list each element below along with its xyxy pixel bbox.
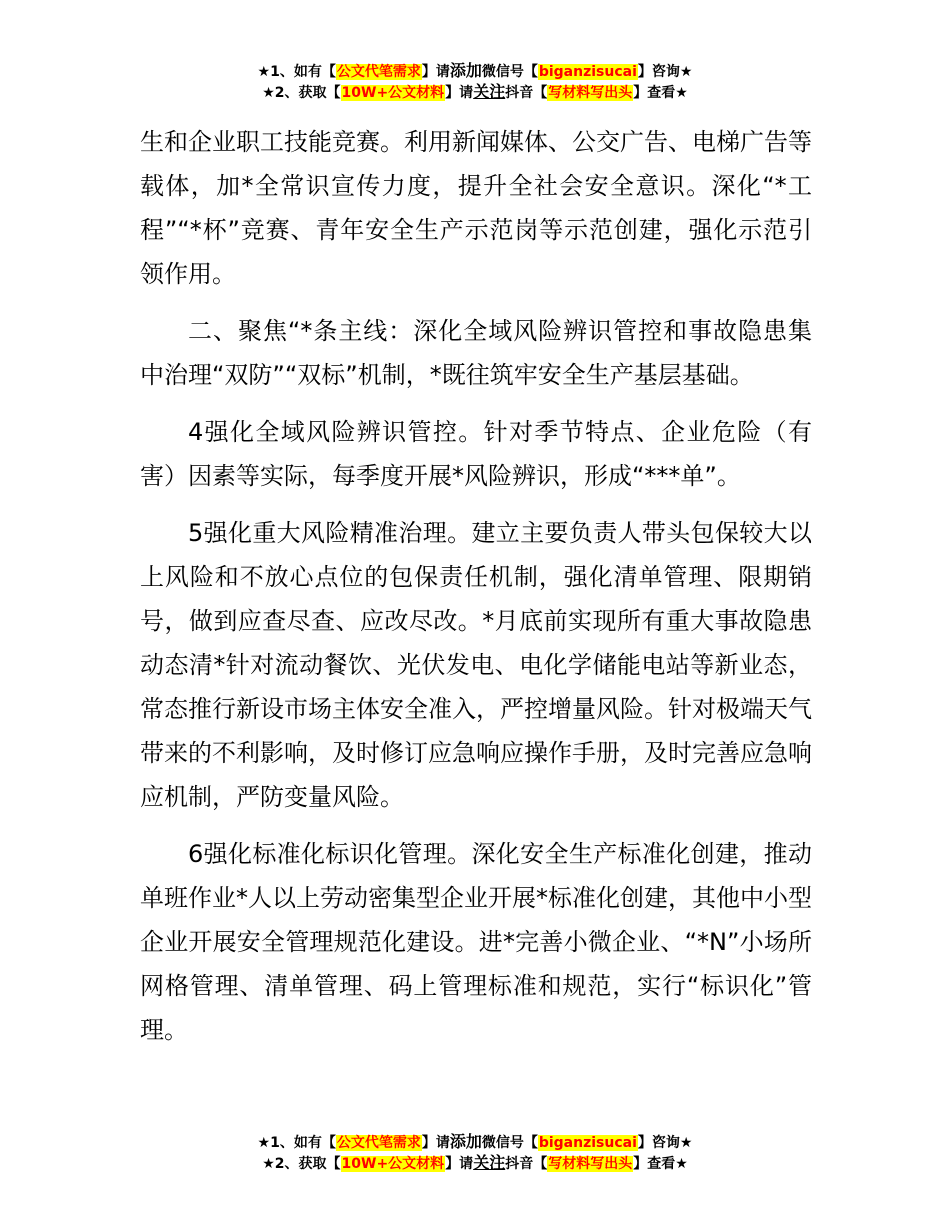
highlight-douyin-account: 写材料写出头	[548, 85, 633, 101]
paragraph-item-5: 5强化重大风险精准治理。建立主要负责人带头包保较大以上风险和不放心点位的包保责任机制，强化清单管理、限期销号，做到应查尽查、应改尽改。*月底前实现所有重大事故隐患动态清*针对流动餐饮、光伏发电、电化学储能电站等新业态，常态推行新设市场主体安全准入，严控增量风险。针对极端天气带来的不利影响，及时修订应急响应操作手册，及时完善应急响应机制，严防变量风险。	[140, 519, 812, 811]
highlight-materials: 10W+公文材料	[341, 85, 445, 101]
section-heading-two: 二、聚焦“*条主线：深化全域风险辨识管控和事故隐患集中治理“双防”“双标”机制，*既往筑牢安全生产基层基础。	[140, 317, 812, 389]
banner-line-1: ★1、如有【公文代笔需求】请添加微信号【biganzisucai】咨询★	[257, 61, 693, 80]
highlight-service: 公文代笔需求	[336, 64, 421, 80]
highlight-service: 公文代笔需求	[336, 1135, 421, 1151]
paragraph-item-6: 6强化标准化标识化管理。深化安全生产标准化创建，推动单班作业*人以上劳动密集型企业开展*标准化创建，其他中小型企业开展安全管理规范化建设。进*完善小微企业、“*N”小场所网格管理、清单管理、码上管理标准和规范，实行“标识化”管理。	[140, 840, 812, 1044]
highlight-wechat-id: biganzisucai	[538, 64, 637, 80]
footer-banner	[0, 1131, 950, 1173]
highlight-materials: 10W+公文材料	[341, 1156, 445, 1172]
highlight-wechat-id: biganzisucai	[538, 1135, 637, 1151]
banner-line-2: ★2、获取【10W+公文材料】请关注抖音【写材料写出头】查看★	[262, 1153, 688, 1172]
banner-line-1: ★1、如有【公文代笔需求】请添加微信号【biganzisucai】咨询★	[257, 1132, 693, 1151]
header-banner	[0, 60, 950, 102]
banner-line-2: ★2、获取【10W+公文材料】请关注抖音【写材料写出头】查看★	[262, 82, 688, 101]
paragraph-item-4: 4强化全域风险辨识管控。针对季节特点、企业危险（有害）因素等实际，每季度开展*风险辨识，形成“***单”。	[140, 418, 812, 490]
highlight-douyin-account: 写材料写出头	[548, 1156, 633, 1172]
document-body	[140, 120, 812, 1065]
paragraph-continuation: 生和企业职工技能竞赛。利用新闻媒体、公交广告、电梯广告等载体，加*全常识宣传力度，提升全社会安全意识。深化“*工程”“*杯”竞赛、青年安全生产示范岗等示范创建，强化示范引领作用。	[140, 128, 812, 288]
